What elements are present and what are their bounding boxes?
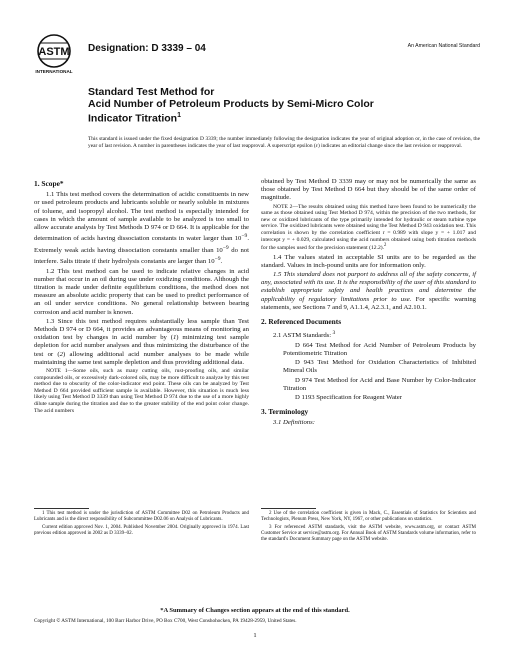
note-1: NOTE 1—Some oils, such as many cutting oils, rust-proofing oils, and similar compounded oils, or excessively dark-colored oils, may be more difficult to analyze by this test method due to obscurity of the color-indicator end point. These oils can be analyzed by Test Method D 664 provided sufficient sample is available. However, this situation is much less likely using Test Method D 3339 than using Test Method D 974 due to the use of a more highly dilute sample during the titration and due to the greater stability of the end point color change. The acid numbers (34, 367, 249, 414)
title-line-3: Indicator Titration$^1$ (88, 112, 181, 125)
left-column (34, 178, 249, 416)
footnote-1: 1 This test method is under the jurisdiction of ASTM Committee D02 on Petroleum Products and Lubricants and is the direct responsibility of Subcommittee D02.06 on Analysis of Lubricants. (34, 511, 249, 522)
paragraph-1-2: 1.2 This test method can be used to indicate relative changes in acid number that occur in an oil during use under oxidizing conditions. Although the titration is made under definite equilibrium conditions, the method does not measure an absolute acidic property that can be used to predict performance of an oil under service conditions. No general relationship between bearing corrosion and acid number is known. (34, 267, 249, 316)
footnote-1-edition: Current edition approved Nov. 1, 2004. Published November 2004. Originally approved in 1974. Last previous edition approved in 2002 as D 3339–02. (34, 525, 249, 536)
paragraph-1-5: 1.5 This standard does not purport to address all of the safety concerns, if any, associated with its use. It is the responsibility of the user of this standard to establish appropriate safety and health practices and determine the applicability of regulatory limitations prior to use. For specific warning statements, see Sections 7 and 9, A1.1.4, A2.3.1, and A2.10.1. (261, 271, 477, 311)
astm-standards-label: 2.1 ASTM Standards: $^3$ (273, 330, 336, 340)
national-standard-label: An American National Standard (407, 43, 480, 49)
title-line-1: Standard Test Method for (88, 86, 215, 98)
reference-d974: D 974 Test Method for Acid and Base Number by Color-Indicator Titration (283, 376, 476, 392)
footnote-divider-right (261, 508, 316, 509)
footnote-3: 3 For referenced ASTM standards, visit the ASTM website, www.astm.org, or contact ASTM Customer Service at service@astm.org. For Annual Book of ASTM Standards volume information, refer to the standard's Document Summary page on the ASTM website. (261, 525, 476, 542)
designation: Designation: D 3339 – 04 (88, 43, 206, 54)
definitions-label: 3.1 Definitions: (273, 419, 315, 427)
issue-note: This standard is issued under the fixed designation D 3339; the number immediately following the designation indicates the year of original adoption or, in the case of revision, the year of last revision. A number in parentheses indicates the year of last reapproval. A superscript epsilon (ε) indicates an editorial change since the last revision or reapproval. (88, 136, 480, 149)
title-line-2: Acid Number of Petroleum Products by Semi-Micro Color (88, 98, 374, 110)
footnotes-left (34, 511, 249, 539)
section-heading-referenced-documents: 2. Referenced Documents (261, 317, 342, 327)
svg-text:ASTM: ASTM (38, 46, 70, 58)
page-number: 1 (253, 632, 257, 639)
copyright-line: Copyright © ASTM International, 100 Barr Harbor Drive, PO Box C700, West Conshohocken, PA 19428-2959, United States. (34, 618, 297, 624)
footnotes-right (261, 511, 476, 545)
section-heading-scope: 1. Scope* (34, 179, 64, 188)
astm-logo-icon (34, 33, 74, 75)
footnote-divider-left (34, 508, 89, 509)
section-heading-terminology: 3. Terminology (261, 407, 309, 417)
summary-of-changes-note: *A Summary of Changes section appears at the end of this standard. (160, 607, 350, 614)
note-1-continued: obtained by Test Method D 3339 may or may not be numerically the same as those obtained by Test Method D 664 but they should be of the same order of magnitude. (261, 178, 476, 202)
reference-d664: D 664 Test Method for Acid Number of Petroleum Products by Potentiometric Titration (283, 341, 476, 357)
footnote-2: 2 Use of the correlation coefficient is given in Mack, C., Essentials of Statistics for Scientists and Technologists, Plenum Press, New York, NY, 1967, or other publications on statistics. (261, 511, 476, 522)
paragraph-1-4: 1.4 The values stated in acceptable SI units are to be regarded as the standard. Values in inch-pound units are for information only. (261, 253, 476, 269)
paragraph-1-3: 1.3 Since this test method requires substantially less sample than Test Methods D 974 or D 664, it provides an advantageous means of monitoring an oxidation test by changes in acid number by (1) minimizing test sample depletion for acid number analyses and thus minimizing the disturbance of the test or (2) allowing additional acid number analyses to be made while maintaining the same test sample depletion and thus providing additional data. (34, 317, 249, 366)
reference-d1193: D 1193 Specification for Reagent Water (295, 393, 402, 401)
document-title (88, 86, 468, 125)
reference-d943: D 943 Test Method for Oxidation Characteristics of Inhibited Mineral Oils (283, 359, 476, 375)
paragraph-1-1: 1.1 This test method covers the determination of acidic constituents in new or used petroleum products and lubricants soluble or nearly soluble in mixtures of toluene, and isopropyl alcohol. The test method is especially intended for cases in which the amount of sample available to be analyzed is too small to allow accurate analysis by Test Methods D 974 or D 664. It is applicable for the determination of acids having dissociation constants in water larger than $10^{-9}$. Extremely weak acids having dissociation constants smaller than $10^{-9}$ do not interfere. Salts titrate if their hydrolysis constants are larger than $10^{-9}$. (34, 191, 249, 266)
note-2: NOTE 2—The results obtained using this method have been found to be numerically the same as those obtained using Test Method D 974, within the precision of the two methods, for new or oxidized lubricants of the type primarily intended for hydraulic or steam turbine type service. The oxidized lubricants were obtained using the Test Method D 943 oxidation test. This correlation is shown by the correlation coefficient r = 0.989 with slope y = + 1.017 and intercept y = + 0.029, calculated using the acid numbers obtained using both titration methods for the samples used for the precision statement (12.2).$^2$ (261, 203, 476, 252)
right-column (261, 178, 476, 429)
svg-text:INTERNATIONAL: INTERNATIONAL (35, 69, 73, 74)
